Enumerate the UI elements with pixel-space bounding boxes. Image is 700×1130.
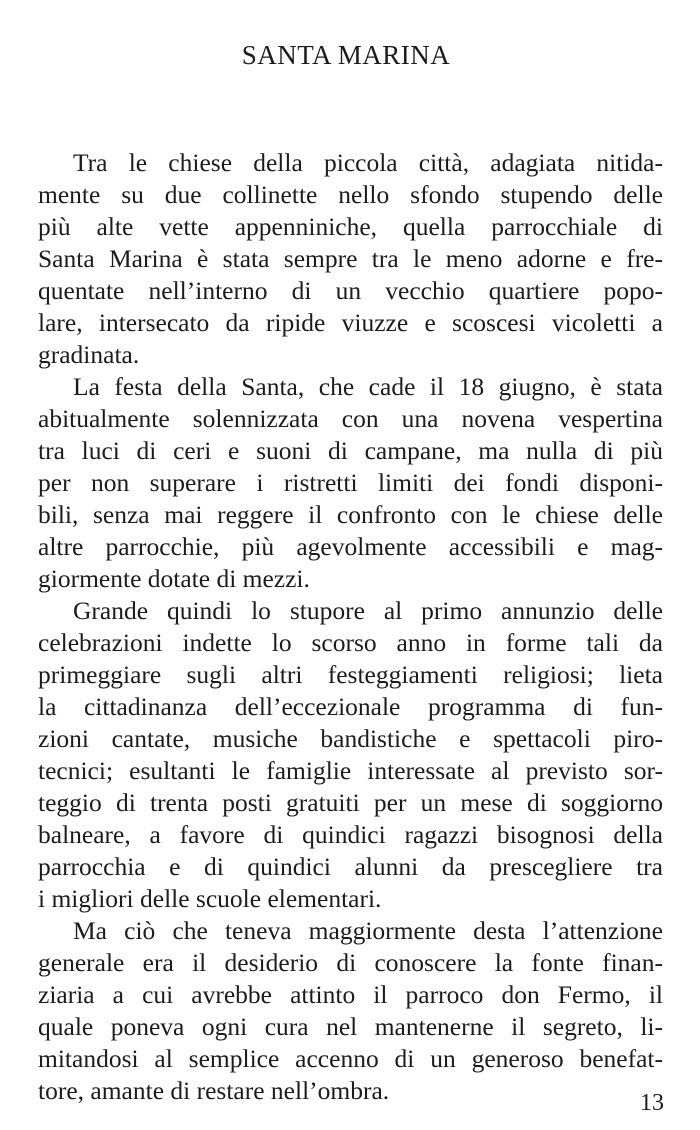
chapter-title: SANTA MARINA [241,40,451,70]
text-line: quale poneva ogni cura nel mantenerne il segreto, li- [38,1012,663,1041]
paragraph [38,915,663,1107]
text-line: parrocchia e di quindici alunni da prescegliere tra [38,852,663,881]
text-line: tecnici; esultanti le famiglie interessate al previsto sor- [38,756,663,785]
paragraph [38,147,663,371]
text-line: giormente dotate di mezzi. [38,564,310,593]
page-number: 13 [640,1090,664,1116]
text-line: Grande quindi lo stupore al primo annunzio delle [73,596,663,625]
text-line: quentate nell’interno di un vecchio quartiere popo- [38,276,663,305]
text-line: mente su due collinette nello sfondo stupendo delle [38,180,663,209]
text-line: Santa Marina è stata sempre tra le meno adorne e fre- [38,244,663,273]
text-line: abitualmente solennizzata con una novena vespertina [38,404,663,433]
text-line: primeggiare sugli altri festeggiamenti religiosi; lieta [38,660,663,689]
paragraph [38,371,663,595]
text-line: Ma ciò che teneva maggiormente desta l’attenzione [73,916,663,945]
text-line: lare, intersecato da ripide viuzze e scoscesi vicoletti a [38,308,663,337]
text-line: tore, amante di restare nell’ombra. [38,1076,390,1105]
text-line: teggio di trenta posti gratuiti per un mese di soggiorno [38,788,663,817]
text-line: bili, senza mai reggere il confronto con le chiese delle [38,500,663,529]
body-text [38,147,663,1107]
paragraph [38,595,663,915]
text-line: altre parrocchie, più agevolmente accessibili e mag- [38,532,663,561]
text-line: zioni cantate, musiche bandistiche e spettacoli piro- [38,724,663,753]
text-line: la cittadinanza dell’eccezionale programma di fun- [38,692,663,721]
text-line: generale era il desiderio di conoscere la fonte finan- [38,948,663,977]
text-line: mitandosi al semplice accenno di un generoso benefat- [38,1044,663,1073]
text-line: più alte vette appenniniche, quella parrocchiale di [38,212,663,241]
text-line: per non superare i ristretti limiti dei fondi disponi- [38,468,663,497]
text-line: La festa della Santa, che cade il 18 giugno, è stata [73,372,663,401]
text-line: gradinata. [38,340,140,369]
text-line: Tra le chiese della piccola città, adagiata nitida- [73,148,663,177]
text-line: celebrazioni indette lo scorso anno in forme tali da [38,628,663,657]
text-line: ziaria a cui avrebbe attinto il parroco don Fermo, il [38,980,663,1009]
text-line: i migliori delle scuole elementari. [38,884,382,913]
text-line: balneare, a favore di quindici ragazzi bisognosi della [38,820,663,849]
text-line: tra luci di ceri e suoni di campane, ma nulla di più [38,436,663,465]
